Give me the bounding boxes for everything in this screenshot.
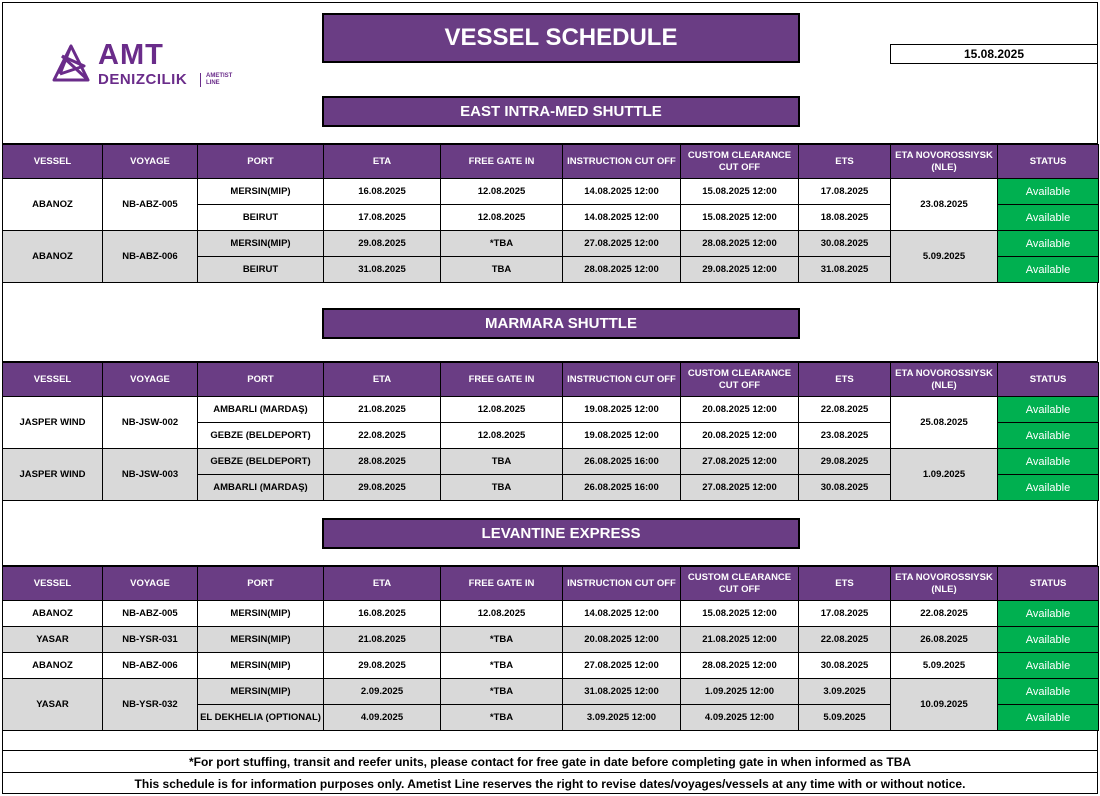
column-header: ETA NOVOROSSIYSK (NLE) <box>891 363 998 397</box>
column-header: INSTRUCTION CUT OFF <box>563 145 681 179</box>
column-header: ETS <box>799 145 891 179</box>
port-cell: AMBARLI (MARDAŞ) <box>198 475 324 501</box>
status-badge: Available <box>998 231 1099 257</box>
eta-nle-cell: 10.09.2025 <box>891 679 998 731</box>
logo-brand: AMT <box>98 39 164 71</box>
custom-clearance-cell: 1.09.2025 12:00 <box>681 679 799 705</box>
eta-nle-cell: 26.08.2025 <box>891 627 998 653</box>
eta-cell: 21.08.2025 <box>324 627 441 653</box>
ets-cell: 31.08.2025 <box>799 257 891 283</box>
column-header: VESSEL <box>3 567 103 601</box>
column-header: PORT <box>198 363 324 397</box>
instruction-cutoff-cell: 14.08.2025 12:00 <box>563 205 681 231</box>
ets-cell: 30.08.2025 <box>799 653 891 679</box>
voyage-cell: NB-JSW-003 <box>103 449 198 501</box>
column-header: STATUS <box>998 145 1099 179</box>
free-gate-cell: 12.08.2025 <box>441 423 563 449</box>
table-row <box>3 449 1099 475</box>
eta-nle-cell: 5.09.2025 <box>891 231 998 283</box>
vessel-cell: YASAR <box>3 627 103 653</box>
voyage-cell: NB-ABZ-006 <box>103 653 198 679</box>
status-badge: Available <box>998 257 1099 283</box>
instruction-cutoff-cell: 19.08.2025 12:00 <box>563 397 681 423</box>
column-header: PORT <box>198 567 324 601</box>
status-badge: Available <box>998 423 1099 449</box>
logo-divider <box>200 73 201 87</box>
schedule-date: 15.08.2025 <box>890 44 1098 64</box>
instruction-cutoff-cell: 3.09.2025 12:00 <box>563 705 681 731</box>
instruction-cutoff-cell: 27.08.2025 12:00 <box>563 653 681 679</box>
eta-nle-cell: 23.08.2025 <box>891 179 998 231</box>
instruction-cutoff-cell: 27.08.2025 12:00 <box>563 231 681 257</box>
port-cell: BEIRUT <box>198 257 324 283</box>
disclaimer-note: This schedule is for information purposes only. Ametist Line reserves the right to revise dates/voyages/vessels at any time with or without notice. <box>2 772 1098 794</box>
port-cell: MERSIN(MIP) <box>198 627 324 653</box>
voyage-cell: NB-YSR-031 <box>103 627 198 653</box>
column-header: CUSTOM CLEARANCE CUT OFF <box>681 363 799 397</box>
column-header: FREE GATE IN <box>441 567 563 601</box>
tba-note: *For port stuffing, transit and reefer units, please contact for free gate in date before completing gate in when informed as TBA <box>2 750 1098 772</box>
page-title: VESSEL SCHEDULE <box>322 13 800 63</box>
schedule-table-east-intra-med <box>2 144 1099 283</box>
table-row <box>3 679 1099 705</box>
logo-line-2: LINE <box>206 80 220 86</box>
free-gate-cell: *TBA <box>441 705 563 731</box>
schedule-table-marmara <box>2 362 1099 501</box>
eta-nle-cell: 25.08.2025 <box>891 397 998 449</box>
free-gate-cell: *TBA <box>441 679 563 705</box>
instruction-cutoff-cell: 31.08.2025 12:00 <box>563 679 681 705</box>
table-row <box>3 601 1099 627</box>
custom-clearance-cell: 28.08.2025 12:00 <box>681 653 799 679</box>
table-header-row <box>3 567 1099 601</box>
custom-clearance-cell: 20.08.2025 12:00 <box>681 423 799 449</box>
column-header: VOYAGE <box>103 363 198 397</box>
free-gate-cell: TBA <box>441 475 563 501</box>
status-badge: Available <box>998 449 1099 475</box>
column-header: CUSTOM CLEARANCE CUT OFF <box>681 567 799 601</box>
free-gate-cell: *TBA <box>441 653 563 679</box>
vessel-cell: ABANOZ <box>3 231 103 283</box>
table-header-row <box>3 363 1099 397</box>
status-badge: Available <box>998 653 1099 679</box>
section-title-east-intra-med: EAST INTRA-MED SHUTTLE <box>322 96 800 127</box>
status-badge: Available <box>998 179 1099 205</box>
vessel-cell: ABANOZ <box>3 653 103 679</box>
table-row <box>3 653 1099 679</box>
port-cell: GEBZE (BELDEPORT) <box>198 423 324 449</box>
eta-cell: 31.08.2025 <box>324 257 441 283</box>
column-header: VESSEL <box>3 363 103 397</box>
column-header: CUSTOM CLEARANCE CUT OFF <box>681 145 799 179</box>
port-cell: GEBZE (BELDEPORT) <box>198 449 324 475</box>
eta-cell: 2.09.2025 <box>324 679 441 705</box>
logo-subtitle: DENIZCILIK <box>98 71 188 88</box>
free-gate-cell: TBA <box>441 449 563 475</box>
instruction-cutoff-cell: 26.08.2025 16:00 <box>563 449 681 475</box>
column-header: ETA <box>324 145 441 179</box>
eta-cell: 29.08.2025 <box>324 475 441 501</box>
ets-cell: 17.08.2025 <box>799 601 891 627</box>
ets-cell: 5.09.2025 <box>799 705 891 731</box>
section-title-levantine: LEVANTINE EXPRESS <box>322 518 800 549</box>
logo-line-1: AMETIST <box>206 73 233 79</box>
custom-clearance-cell: 21.08.2025 12:00 <box>681 627 799 653</box>
vessel-cell: ABANOZ <box>3 179 103 231</box>
table-row <box>3 397 1099 423</box>
custom-clearance-cell: 15.08.2025 12:00 <box>681 179 799 205</box>
eta-cell: 4.09.2025 <box>324 705 441 731</box>
instruction-cutoff-cell: 14.08.2025 12:00 <box>563 179 681 205</box>
status-badge: Available <box>998 627 1099 653</box>
table-header-row <box>3 145 1099 179</box>
port-cell: EL DEKHELIA (OPTIONAL) <box>198 705 324 731</box>
eta-nle-cell: 5.09.2025 <box>891 653 998 679</box>
free-gate-cell: 12.08.2025 <box>441 205 563 231</box>
custom-clearance-cell: 27.08.2025 12:00 <box>681 475 799 501</box>
free-gate-cell: *TBA <box>441 231 563 257</box>
voyage-cell: NB-ABZ-005 <box>103 179 198 231</box>
ets-cell: 30.08.2025 <box>799 231 891 257</box>
schedule-table-levantine <box>2 566 1099 731</box>
custom-clearance-cell: 4.09.2025 12:00 <box>681 705 799 731</box>
ets-cell: 22.08.2025 <box>799 397 891 423</box>
status-badge: Available <box>998 205 1099 231</box>
column-header: VOYAGE <box>103 567 198 601</box>
eta-cell: 16.08.2025 <box>324 179 441 205</box>
column-header: ETA <box>324 363 441 397</box>
column-header: STATUS <box>998 567 1099 601</box>
instruction-cutoff-cell: 20.08.2025 12:00 <box>563 627 681 653</box>
port-cell: MERSIN(MIP) <box>198 601 324 627</box>
section-title-marmara: MARMARA SHUTTLE <box>322 308 800 339</box>
column-header: INSTRUCTION CUT OFF <box>563 363 681 397</box>
eta-nle-cell: 22.08.2025 <box>891 601 998 627</box>
status-badge: Available <box>998 679 1099 705</box>
column-header: STATUS <box>998 363 1099 397</box>
ets-cell: 30.08.2025 <box>799 475 891 501</box>
voyage-cell: NB-ABZ-006 <box>103 231 198 283</box>
status-badge: Available <box>998 601 1099 627</box>
logo-line-text <box>206 73 232 87</box>
eta-cell: 21.08.2025 <box>324 397 441 423</box>
custom-clearance-cell: 20.08.2025 12:00 <box>681 397 799 423</box>
logo-mark-icon <box>48 42 94 88</box>
ets-cell: 22.08.2025 <box>799 627 891 653</box>
column-header: FREE GATE IN <box>441 145 563 179</box>
ets-cell: 29.08.2025 <box>799 449 891 475</box>
column-header: ETA NOVOROSSIYSK (NLE) <box>891 145 998 179</box>
column-header: ETA <box>324 567 441 601</box>
column-header: ETA NOVOROSSIYSK (NLE) <box>891 567 998 601</box>
custom-clearance-cell: 15.08.2025 12:00 <box>681 205 799 231</box>
custom-clearance-cell: 29.08.2025 12:00 <box>681 257 799 283</box>
column-header: VOYAGE <box>103 145 198 179</box>
port-cell: AMBARLI (MARDAŞ) <box>198 397 324 423</box>
port-cell: BEIRUT <box>198 205 324 231</box>
column-header: FREE GATE IN <box>441 363 563 397</box>
table-row <box>3 627 1099 653</box>
free-gate-cell: *TBA <box>441 627 563 653</box>
table-row <box>3 231 1099 257</box>
free-gate-cell: TBA <box>441 257 563 283</box>
column-header: ETS <box>799 363 891 397</box>
ets-cell: 18.08.2025 <box>799 205 891 231</box>
eta-cell: 28.08.2025 <box>324 449 441 475</box>
free-gate-cell: 12.08.2025 <box>441 601 563 627</box>
vessel-cell: JASPER WIND <box>3 449 103 501</box>
port-cell: MERSIN(MIP) <box>198 653 324 679</box>
column-header: ETS <box>799 567 891 601</box>
table-row <box>3 179 1099 205</box>
vessel-cell: ABANOZ <box>3 601 103 627</box>
ets-cell: 17.08.2025 <box>799 179 891 205</box>
vessel-cell: YASAR <box>3 679 103 731</box>
eta-cell: 22.08.2025 <box>324 423 441 449</box>
custom-clearance-cell: 15.08.2025 12:00 <box>681 601 799 627</box>
custom-clearance-cell: 28.08.2025 12:00 <box>681 231 799 257</box>
status-badge: Available <box>998 397 1099 423</box>
status-badge: Available <box>998 705 1099 731</box>
ets-cell: 3.09.2025 <box>799 679 891 705</box>
instruction-cutoff-cell: 28.08.2025 12:00 <box>563 257 681 283</box>
free-gate-cell: 12.08.2025 <box>441 397 563 423</box>
ets-cell: 23.08.2025 <box>799 423 891 449</box>
custom-clearance-cell: 27.08.2025 12:00 <box>681 449 799 475</box>
eta-cell: 29.08.2025 <box>324 231 441 257</box>
column-header: VESSEL <box>3 145 103 179</box>
column-header: PORT <box>198 145 324 179</box>
status-badge: Available <box>998 475 1099 501</box>
instruction-cutoff-cell: 26.08.2025 16:00 <box>563 475 681 501</box>
port-cell: MERSIN(MIP) <box>198 679 324 705</box>
company-logo <box>48 40 258 90</box>
free-gate-cell: 12.08.2025 <box>441 179 563 205</box>
instruction-cutoff-cell: 14.08.2025 12:00 <box>563 601 681 627</box>
eta-cell: 16.08.2025 <box>324 601 441 627</box>
voyage-cell: NB-JSW-002 <box>103 397 198 449</box>
column-header: INSTRUCTION CUT OFF <box>563 567 681 601</box>
eta-cell: 29.08.2025 <box>324 653 441 679</box>
voyage-cell: NB-YSR-032 <box>103 679 198 731</box>
vessel-cell: JASPER WIND <box>3 397 103 449</box>
voyage-cell: NB-ABZ-005 <box>103 601 198 627</box>
eta-cell: 17.08.2025 <box>324 205 441 231</box>
instruction-cutoff-cell: 19.08.2025 12:00 <box>563 423 681 449</box>
port-cell: MERSIN(MIP) <box>198 231 324 257</box>
port-cell: MERSIN(MIP) <box>198 179 324 205</box>
eta-nle-cell: 1.09.2025 <box>891 449 998 501</box>
